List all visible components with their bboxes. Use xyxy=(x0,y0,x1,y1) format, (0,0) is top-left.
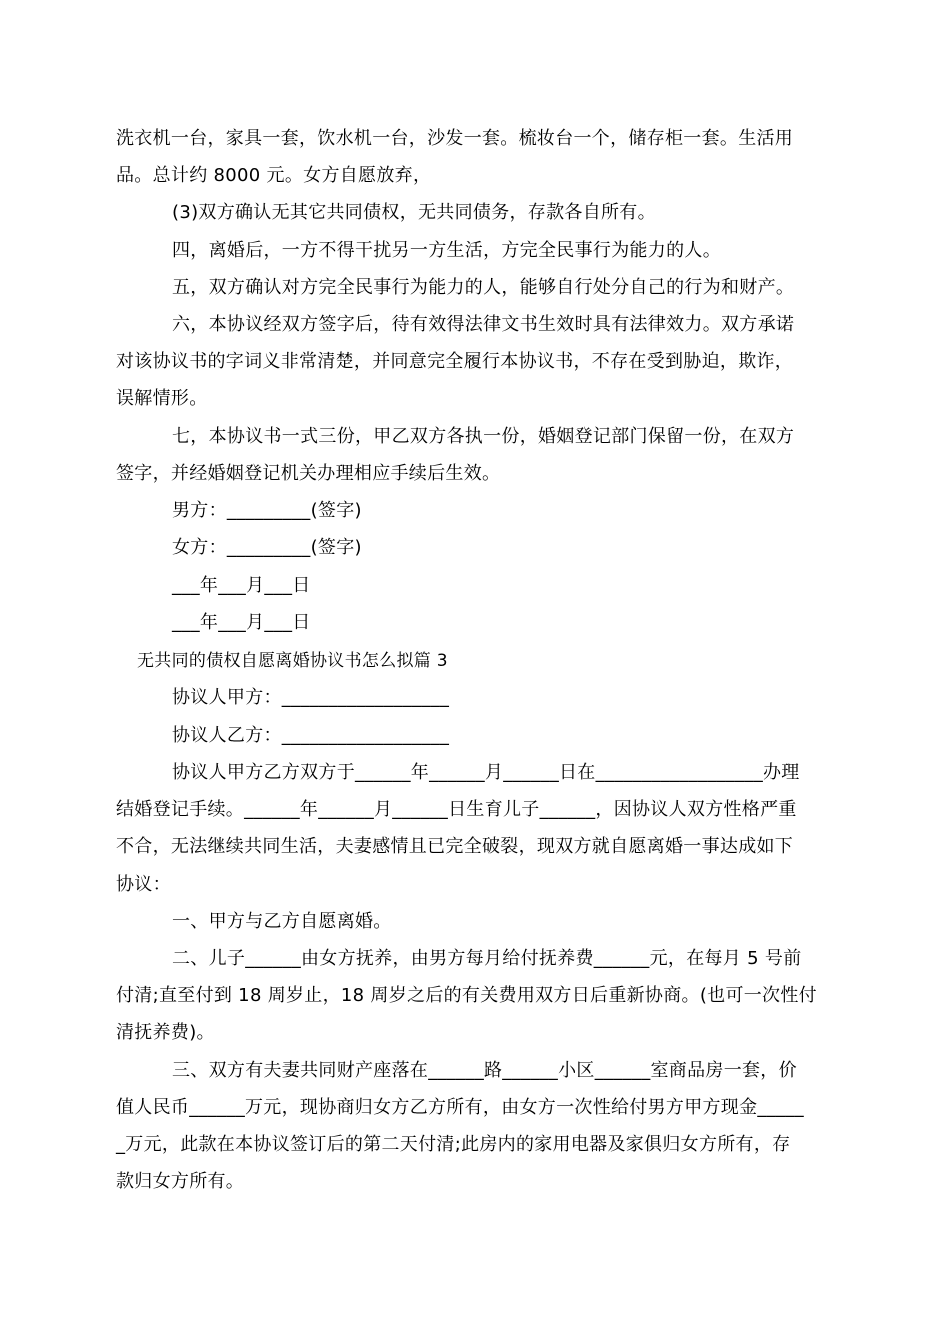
text-line: 误解情形。 xyxy=(116,388,208,409)
text-line: 品。总计约 8000 元。女方自愿放弃， xyxy=(116,165,432,186)
date-line: ___年___月___日 xyxy=(172,575,311,596)
text-line: 一、甲方与乙方自愿离婚。 xyxy=(172,911,392,932)
text-line: 协议： xyxy=(116,874,171,895)
text-line: 五，双方确认对方完全民事行为能力的人，能够自行处分自己的行为和财产。 xyxy=(172,277,795,298)
signature-line-female: 女方：_________(签字) xyxy=(172,537,362,558)
text-line: 协议人甲方乙方双方于______年______月______日在__________________办理 xyxy=(172,762,800,783)
text-line: (3)双方确认无其它共同债权，无共同债务，存款各自所有。 xyxy=(172,202,656,223)
text-line: 结婚登记手续。______年______月______日生育儿子______，因协议人双方性格严重 xyxy=(116,799,797,820)
text-line: 清抚养费)。 xyxy=(116,1022,215,1043)
text-line: 六，本协议经双方签字后，待有效得法律文书生效时具有法律效力。双方承诺 xyxy=(172,314,795,335)
text-line: 付清;直至付到 18 周岁止，18 周岁之后的有关费用双方日后重新协商。(也可一次性付 xyxy=(116,985,817,1006)
text-line: 值人民币______万元，现协商归女方乙方所有，由女方一次性给付男方甲方现金_____ xyxy=(116,1097,804,1118)
signature-line-male: 男方：_________(签字) xyxy=(172,500,362,521)
date-line: ___年___月___日 xyxy=(172,612,311,633)
text-line: 对该协议书的字词义非常清楚，并同意完全履行本协议书，不存在受到胁迫，欺诈， xyxy=(116,351,794,372)
text-line: 二、儿子______由女方抚养，由男方每月给付抚养费______元，在每月 5 号前 xyxy=(172,948,802,969)
text-line: 四，离婚后，一方不得干扰另一方生活，方完全民事行为能力的人。 xyxy=(172,240,721,261)
party-b-line: 协议人乙方：__________________ xyxy=(172,725,450,746)
text-line: 七，本协议书一式三份，甲乙双方各执一份，婚姻登记部门保留一份，在双方 xyxy=(172,426,795,447)
text-line: 不合，无法继续共同生活，夫妻感情且已完全破裂，现双方就自愿离婚一事达成如下 xyxy=(116,836,794,857)
text-line: 洗衣机一台，家具一套，饮水机一台，沙发一套。梳妆台一个，储存柜一套。生活用 xyxy=(116,128,794,149)
party-a-line: 协议人甲方：__________________ xyxy=(172,687,450,708)
section-title: 无共同的债权自愿离婚协议书怎么拟篇 3 xyxy=(137,651,448,671)
text-line: 三、双方有夫妻共同财产座落在______路______小区______室商品房一套，价 xyxy=(172,1060,797,1081)
text-line: _万元，此款在本协议签订后的第二天付清;此房内的家用电器及家俱归女方所有，存 xyxy=(116,1134,791,1155)
text-line: 款归女方所有。 xyxy=(116,1171,245,1192)
text-line: 签字，并经婚姻登记机关办理相应手续后生效。 xyxy=(116,463,501,484)
